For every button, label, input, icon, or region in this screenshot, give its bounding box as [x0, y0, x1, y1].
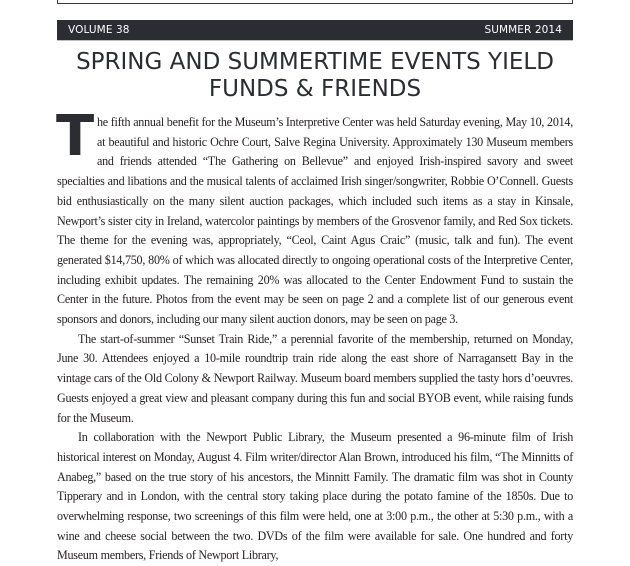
previous-section-frame [57, 0, 573, 4]
drop-cap: T [56, 104, 94, 169]
volume-label: VOLUME 38 [68, 24, 130, 36]
article-paragraph-2: The start-of-summer “Sunset Train Ride,” a perennial favorite of the membership, returned on Monday, June 30. Attendees enjoyed a 10-mile roundtrip train ride along the east shore of Narragansett Bay in the vintage cars of the Old Colony & Newport Railway. Museum board members supplied the tasty hors d’oeuvres. Guests enjoyed a great view and pleasant company during this fun and social BYOB event, while raising funds for the Museum. [57, 331, 573, 425]
article-headline: SPRING AND SUMMERTIME EVENTS YIELD FUNDS & FRIENDS [76, 49, 554, 102]
article-body [56, 104, 573, 566]
issue-date-label: SUMMER 2014 [484, 24, 562, 36]
paragraph-1-text: he fifth annual benefit for the Museum’s Interpretive Center was held Saturday evening, May 10, 2014, at beautiful and historic Ochre Court, Salve Regina University. Approximately 130 Museum members and friends attended “The Gathering on Bellevue” and enjoyed Irish-inspired savory and sweet specialties and libations and the musical talents of acclaimed Irish singer/songwriter, Robbie O’Connell. Guests bid enthusiastically on the many silent auction packages, which included such items as a stay in Kinsale, Newport’s sister city in Ireland, watercolor paintings by members of the Grosvenor family, and Red Sox tickets. The theme for the evening was, appropriately, “Ceol, Caint Agus Craic” (music, talk and fun). The event generated $14,750, 80% of which was allocated directly to ongoing operational costs of the Interpretive Center, including exhibit updates. The remaining 20% was allocated to the Center Endowment Fund to sustain the Center in the future. Photos from the event may be seen on page 2 and a complete list of our generous event sponsors and donors, including our many silent auction donors, may be seen on page 3. [57, 115, 573, 327]
banner-underline [57, 40, 573, 41]
article-paragraph-3: In collaboration with the Newport Public Library, the Museum presented a 96-minute film of Irish historical interest on Monday, August 4. Film writer/director Alan Brown, introduced his film, “The Minnitts of Anabeg,” based on the true story of his ancestors, the Minnitt Family. The dramatic film was shot in County Tipperary and in London, with the central story taking place during the potato famine of the 1850s. Due to overwhelming response, two screenings of this film were held, one at 3:00 p.m., the other at 5:30 p.m., with a wine and cheese social between the two. DVDs of the film were available for sale. One hundred and forty Museum members, Friends of Newport Library, [57, 430, 573, 563]
issue-banner [57, 20, 573, 40]
article-paragraph-1 [56, 104, 573, 330]
